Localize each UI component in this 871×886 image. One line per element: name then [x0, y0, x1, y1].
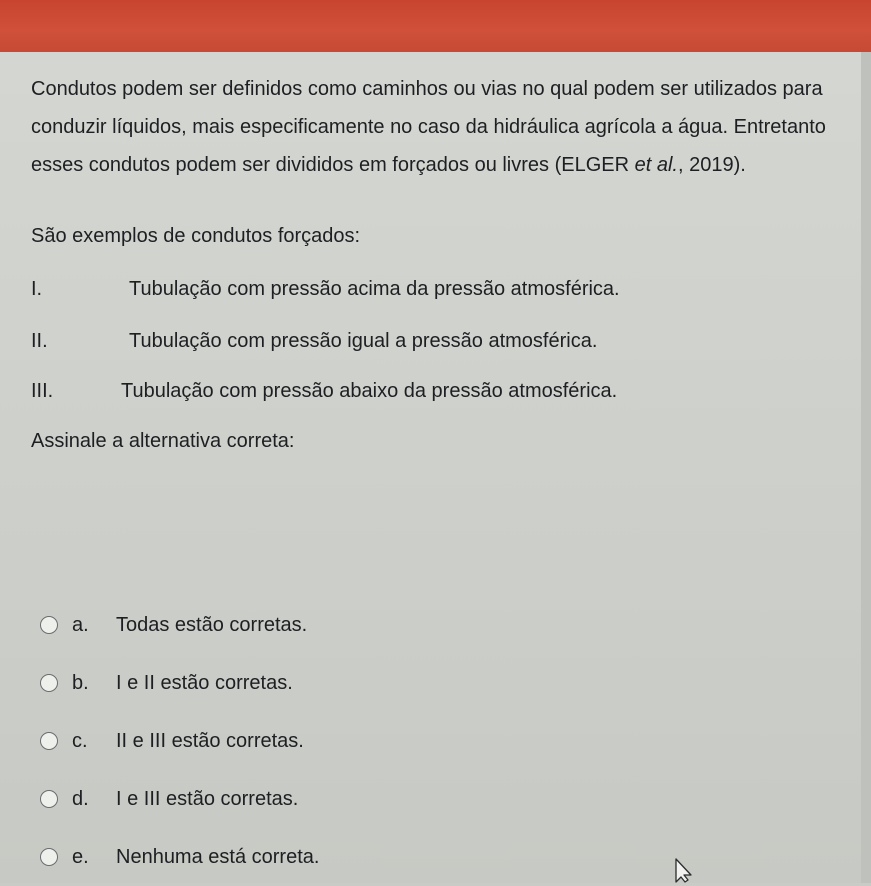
intro-text: Condutos podem ser definidos como caminhos ou vias no qual podem ser utilizados para conduzir líquidos, mais especificamente no caso da hidráulica agrícola a água. Entretanto esses condutos podem ser divididos em forçados ou livres (ELGER — [31, 78, 826, 176]
scrollbar-track[interactable] — [861, 52, 871, 883]
statement-number: I. — [31, 278, 43, 300]
intro-italic: et al. — [634, 154, 678, 176]
statement-number: II. — [31, 330, 48, 352]
option-b[interactable] — [34, 654, 634, 712]
intro-citation-end: , 2019). — [677, 154, 746, 176]
radio-unchecked-icon[interactable] — [40, 848, 58, 866]
option-label[interactable]: II e III estão corretas. — [116, 729, 304, 752]
option-label[interactable]: Nenhuma está correta. — [116, 845, 320, 868]
statement-text: Tubulação com pressão igual a pressão atmosférica. — [129, 330, 598, 352]
option-d[interactable] — [34, 770, 634, 828]
option-e[interactable] — [34, 828, 634, 886]
statement-number: III. — [31, 380, 54, 402]
statement-3 — [31, 380, 617, 403]
question-intro — [31, 70, 831, 184]
option-letter: a. — [72, 613, 89, 636]
option-letter: b. — [72, 671, 89, 694]
radio-unchecked-icon[interactable] — [40, 616, 58, 634]
statement-text: Tubulação com pressão abaixo da pressão atmosférica. — [121, 380, 618, 402]
answer-options — [34, 596, 634, 886]
option-a[interactable] — [34, 596, 634, 654]
option-label[interactable]: I e II estão corretas. — [116, 671, 293, 694]
radio-unchecked-icon[interactable] — [40, 790, 58, 808]
question-prompt: Assinale a alternativa correta: — [31, 430, 295, 452]
option-label[interactable]: I e III estão corretas. — [116, 787, 299, 810]
option-letter: e. — [72, 845, 89, 868]
option-letter: c. — [72, 729, 88, 752]
radio-unchecked-icon[interactable] — [40, 674, 58, 692]
statement-2 — [31, 330, 597, 353]
statement-1 — [31, 278, 620, 301]
mouse-pointer-icon — [674, 858, 700, 883]
radio-unchecked-icon[interactable] — [40, 732, 58, 750]
option-c[interactable] — [34, 712, 634, 770]
statements-lead: São exemplos de condutos forçados: — [31, 225, 361, 247]
statement-text: Tubulação com pressão acima da pressão atmosférica. — [129, 278, 620, 300]
header-bar — [0, 0, 871, 52]
option-label[interactable]: Todas estão corretas. — [116, 613, 308, 636]
option-letter: d. — [72, 787, 89, 810]
